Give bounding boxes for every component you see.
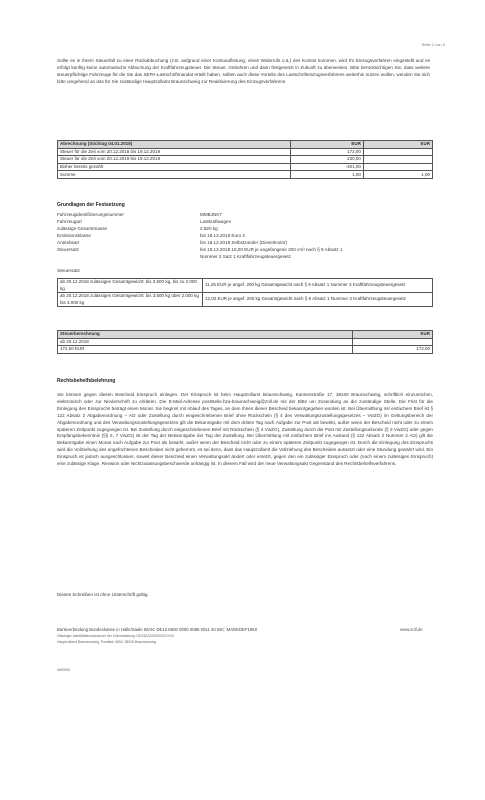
festsetzung-value: bis 18.12.2018 Euro 2 [200, 233, 245, 238]
table-row [58, 346, 433, 354]
abrechnung-cell: -401,00 [290, 163, 363, 171]
intro-paragraph: Sollte es in Ihrem Steuerfall zu einer Rückabbuchung (z.B. aufgrund einer Kontoauflösung, eines Widerrufs o.ä.) des Kontos kommen, wird Ihr Einzugsverfahren eingestellt und es erfolgt künftig keine automatische Abbuchung der Kraftfahrzeugsteuer. Die Steuer, Gebühren und dann festgesetzt in Zukunft zu überweisen. Bitte berücksichtigen Sie, dass weitere steuerpflichtige Fahrzeuge für die Sie das SEPA-Lastschriftmandat erteilt haben, sollten auch diese Vorteile des Lastschrifteinzugsverfahrens weiterhin nutzen wollen, wenden Sie sich bitte umgehend an das für Sie zuständige Hauptzollamt Braunschweig zur Reaktivierung des Einzugsverfahrens. [57, 58, 430, 84]
table-row [58, 171, 433, 179]
steuersatz-cell: 12,02 EUR je angef. 200 kg Gesamtgewicht nach § 9 Absatz 1 Nummer 3 Kraftfahrzeugsteuergesetz [203, 293, 433, 307]
footer-bank: Bankverbindung Bundeskasse in Halle/Saale IBAN: DE12 8600 0000 0086 0011 20 BIC: MARKDEF1860 [57, 627, 258, 632]
steuerberechnung-table [57, 330, 433, 354]
steuersatz-table [57, 278, 433, 307]
abrechnung-header-eur2: EUR [363, 141, 432, 149]
abrechnung-cell: 1,00 [290, 171, 363, 179]
festsetzung-value: bis 18.12.2018 Selbstzünder (Dieselmotor) [200, 240, 288, 245]
steuersatz-cell: ab 20.12.2018 zulässiges Gesamtgewicht: bis 3.500 kg, bis zu 2.000 kg [58, 279, 203, 293]
festsetzung-value: bis 18.12.2018 18,00 EUR je angefangene 200 cm³ nach § 9 Absatz 1 [200, 247, 343, 252]
abrechnung-cell: Bisher bereits gezahlt [58, 163, 291, 171]
steuerberechnung-cell: 172,00 EUR [58, 346, 353, 354]
footer-address: Hauptzollamt Braunschweig, Postfach 3653, 38026 Braunschweig [57, 640, 157, 644]
abrechnung-header-eur1: EUR [290, 141, 363, 149]
table-row [58, 279, 433, 293]
steuerberechnung-cell: 172,00 [353, 346, 433, 354]
footer-creditor-id: Gläubiger-Identifikationsnummer der Zollverwaltung: DE43ZZZ00000XXXXXX [57, 634, 175, 638]
festsetzung-value: 2.820 kg [200, 226, 218, 231]
steuerberechnung-header-label: Steuerberechnung [58, 331, 353, 339]
page-marker: Seite 2 von 3 [421, 42, 445, 47]
abrechnung-cell: 172,00 [290, 148, 363, 156]
table-row [58, 293, 433, 307]
festsetzung-value: Lastkraftwagen [200, 219, 232, 224]
festsetzung-label: zulässige Gesamtmasse [57, 226, 108, 231]
rechtsbehelf-heading: Rechtsbehelfsbelehrung [57, 378, 116, 384]
steuersatz-cell: 11,25 EUR je angef. 200 kg Gesamtgewicht nach § 9 Absatz 1 Nummer 3 Kraftfahrzeugsteuergesetz [203, 279, 433, 293]
festsetzung-label: Fahrzeugidentifizierungsnummer [57, 212, 124, 217]
steuerberechnung-header-eur: EUR [353, 331, 433, 339]
form-code: 0800052 [57, 668, 71, 672]
footer-website: www.zoll.de [400, 627, 423, 632]
festsetzung-label: Antriebsart [57, 240, 80, 245]
rechtsbehelf-text: Sie können gegen diesen Bescheid Einspruch einlegen. Der Einspruch ist beim Hauptzollamt Braunschweig, Kannenstraße 17, 38100 Braunschweig, schriftlich einzureichen, elektronisch oder zur Niederschrift zu erklären. Die E-Mail-Adresse poststelle.hza-braunschweig@zoll.de mit der Bitte um Zusendung an die zuständige Stelle. Die Frist für die Einlegung des Einspruchs beträgt einen Monat. Sie beginnt mit Ablauf des Tages, an dem Ihnen dieser Bescheid bekanntgegeben worden ist. Bei Übermittlung mit einfachem Brief ist § 122 Absatz 2 Abgabenordnung – AO oder Zustellung durch eingeschriebenen Brief ohne Rückschein (§ 4 des Verwaltungszustellungsgesetzes – VwZG) im Geltungsbereich der Abgabenordnung und des Verwaltungszustellungsgesetzes gilt die Bekanntgabe mit dem dritten Tag nach Aufgabe zur Post als bewirkt, außer wenn der Bescheid nicht oder zu einem späteren Zeitpunkt zugegangen ist. Bei Zustellung durch eingeschriebenen Brief mit Rückschein (§ 4 VwZG), Zustellung durch die Post mit Zustellungsurkunde (§ 3 VwZG) oder gegen Empfangsbekenntnis (§§ 5, 7 VwZG) ist der Tag der Bekanntgabe der Tag der Zustellung. Bei Übermittlung mit einfachem Brief ins Ausland (§ 122 Absatz 2 Nummer 2 AO) gilt die Bekanntgabe einen Monat nach Aufgabe zur Post als bewirkt, außer wenn der Bescheid nicht oder zu einem späteren Zeitpunkt zugegangen ist. Durch die Einlegung des Einspruchs wird die Vollziehung des angefochtenen Bescheides nicht gehemmt, es sei denn, dass das Hauptzollamt die Vollziehung des Bescheides aussetzt oder eine Stundung gewährt wird. Ein Einspruch ist jedoch ausgeschlossen, soweit dieser Bescheid einen Verwaltungsakt ändert oder ersetzt, gegen den ein zulässiger Einspruch oder (nach einem zulässigen Einspruch) eine zulässige Klage, Revision oder Nichtzulassungsbeschwerde anhängig ist. In diesem Fall wird der neue Verwaltungsakt Gegenstand des Rechtsbehelfsverfahrens. [57, 392, 433, 467]
abrechnung-cell: 1,00 [363, 171, 432, 179]
festsetzung-label: Steuersatz [57, 247, 79, 252]
festsetzung-value: Nummer 2 Satz 1 Kraftfahrzeugsteuergesetz [200, 254, 291, 259]
abrechnung-header-label: Abrechnung (Stichtag 04.01.2019) [58, 141, 291, 149]
festsetzung-value: MMBJNK7 [200, 212, 222, 217]
abrechnung-cell [363, 163, 432, 171]
abrechnung-cell: Steuer für die Zeit vom 20.12.2019 bis 19.12.2019 [58, 156, 291, 164]
festsetzung-heading: Grundlagen der Festsetzung [57, 202, 125, 208]
table-row [58, 156, 433, 164]
festsetzung-label: Fahrzeugart [57, 219, 82, 224]
table-row [58, 163, 433, 171]
abrechnung-cell [363, 148, 432, 156]
steuersatz-heading: Steuersatz [57, 269, 80, 274]
festsetzung-label: Emissionsklasse [57, 233, 91, 238]
abrechnung-header-row [58, 141, 433, 149]
abrechnung-table [57, 140, 433, 179]
table-row [58, 148, 433, 156]
steuerberechnung-cell: ab 20.12.2018 [58, 338, 353, 346]
steuersatz-cell: ab 20.12.2018 zulässiges Gesamtgewicht: bis 3.500 kg über 2.000 kg bis 3.000 kg [58, 293, 203, 307]
table-row [58, 338, 433, 346]
steuerberechnung-cell [353, 338, 433, 346]
abrechnung-cell: Summe [58, 171, 291, 179]
signature-note: Dieses Schreiben ist ohne Unterschrift gültig. [57, 592, 149, 597]
abrechnung-cell: 230,00 [290, 156, 363, 164]
abrechnung-cell: Steuer für die Zeit vom 20.12.2018 bis 19.12.2019 [58, 148, 291, 156]
abrechnung-cell [363, 156, 432, 164]
steuerberechnung-header-row [58, 331, 433, 339]
